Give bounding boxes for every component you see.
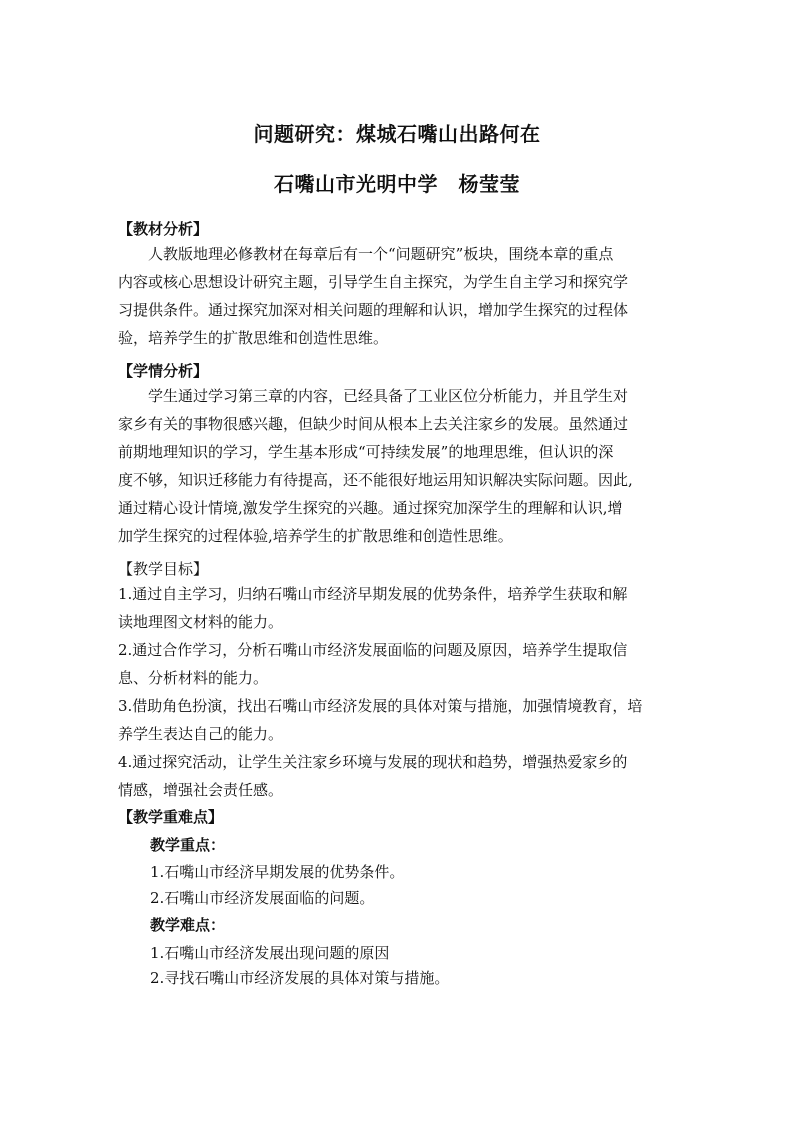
goal-line: 情感，增强社会责任感。 xyxy=(118,781,284,799)
paragraph-line: 验，培养学生的扩散思维和创造性思维。 xyxy=(118,329,389,347)
paragraph-line: 加学生探究的过程体验,培养学生的扩散思维和创造性思维。 xyxy=(118,527,513,545)
paragraph-line: 习提供条件。通过探究加深对相关问题的理解和认识，增加学生探究的过程体 xyxy=(118,301,629,319)
focus-item: 2.石嘴山市经济发展面临的问题。 xyxy=(150,889,375,907)
section-body-goals xyxy=(118,580,678,804)
paragraph-line: 通过精心设计情境,激发学生探究的兴趣。通过探究加深学生的理解和认识,增 xyxy=(118,499,623,517)
document-title: 问题研究：煤城石嘴山出路何在 xyxy=(253,122,541,146)
paragraph-line: 内容或核心思想设计研究主题，引导学生自主探究，为学生自主学习和探究学 xyxy=(118,273,629,291)
goal-line: 1.通过自主学习，归纳石嘴山市经济早期发展的优势条件，培养学生获取和解 xyxy=(118,585,628,603)
section-body-textbook xyxy=(118,240,678,352)
goal-line: 2.通过合作学习，分析石嘴山市经济发展面临的问题及原因，培养学生提取信 xyxy=(118,641,628,659)
difficulty-item: 1.石嘴山市经济发展出现问题的原因 xyxy=(150,944,390,962)
goal-line: 4.通过探究活动，让学生关注家乡环境与发展的现状和趋势，增强热爱家乡的 xyxy=(118,753,628,771)
focus-label: 教学重点： xyxy=(150,836,226,854)
paragraph-line: 家乡有关的事物很感兴趣，但缺少时间从根本上去关注家乡的发展。虽然通过 xyxy=(118,415,629,433)
goal-line: 养学生表达自己的能力。 xyxy=(118,725,284,743)
section-heading-key-points: 【教学重难点】 xyxy=(118,808,224,826)
goal-line: 3.借助角色扮演，找出石嘴山市经济发展的具体对策与措施，加强情境教育，培 xyxy=(118,697,643,715)
section-heading-students: 【学情分析】 xyxy=(118,362,209,380)
document-author-line: 石嘴山市光明中学 杨莹莹 xyxy=(274,172,520,196)
section-heading-textbook: 【教材分析】 xyxy=(118,220,209,238)
section-heading-goals: 【教学目标】 xyxy=(118,560,209,578)
focus-item: 1.石嘴山市经济早期发展的优势条件。 xyxy=(150,863,405,881)
difficulty-item: 2.寻找石嘴山市经济发展的具体对策与措施。 xyxy=(150,969,450,987)
difficulty-label: 教学难点： xyxy=(150,916,226,934)
paragraph-line: 度不够，知识迁移能力有待提高，还不能很好地运用知识解决实际问题。因此, xyxy=(118,471,633,489)
section-body-students xyxy=(118,382,678,550)
paragraph-line: 学生通过学习第三章的内容，已经具备了工业区位分析能力，并且学生对 xyxy=(148,387,629,405)
paragraph-line: 前期地理知识的学习，学生基本形成“可持续发展”的地理思维，但认识的深 xyxy=(118,443,614,461)
goal-line: 读地理图文材料的能力。 xyxy=(118,613,284,631)
paragraph-line: 人教版地理必修教材在每章后有一个“问题研究”板块，围绕本章的重点 xyxy=(148,245,614,263)
goal-line: 息、分析材料的能力。 xyxy=(118,669,269,687)
